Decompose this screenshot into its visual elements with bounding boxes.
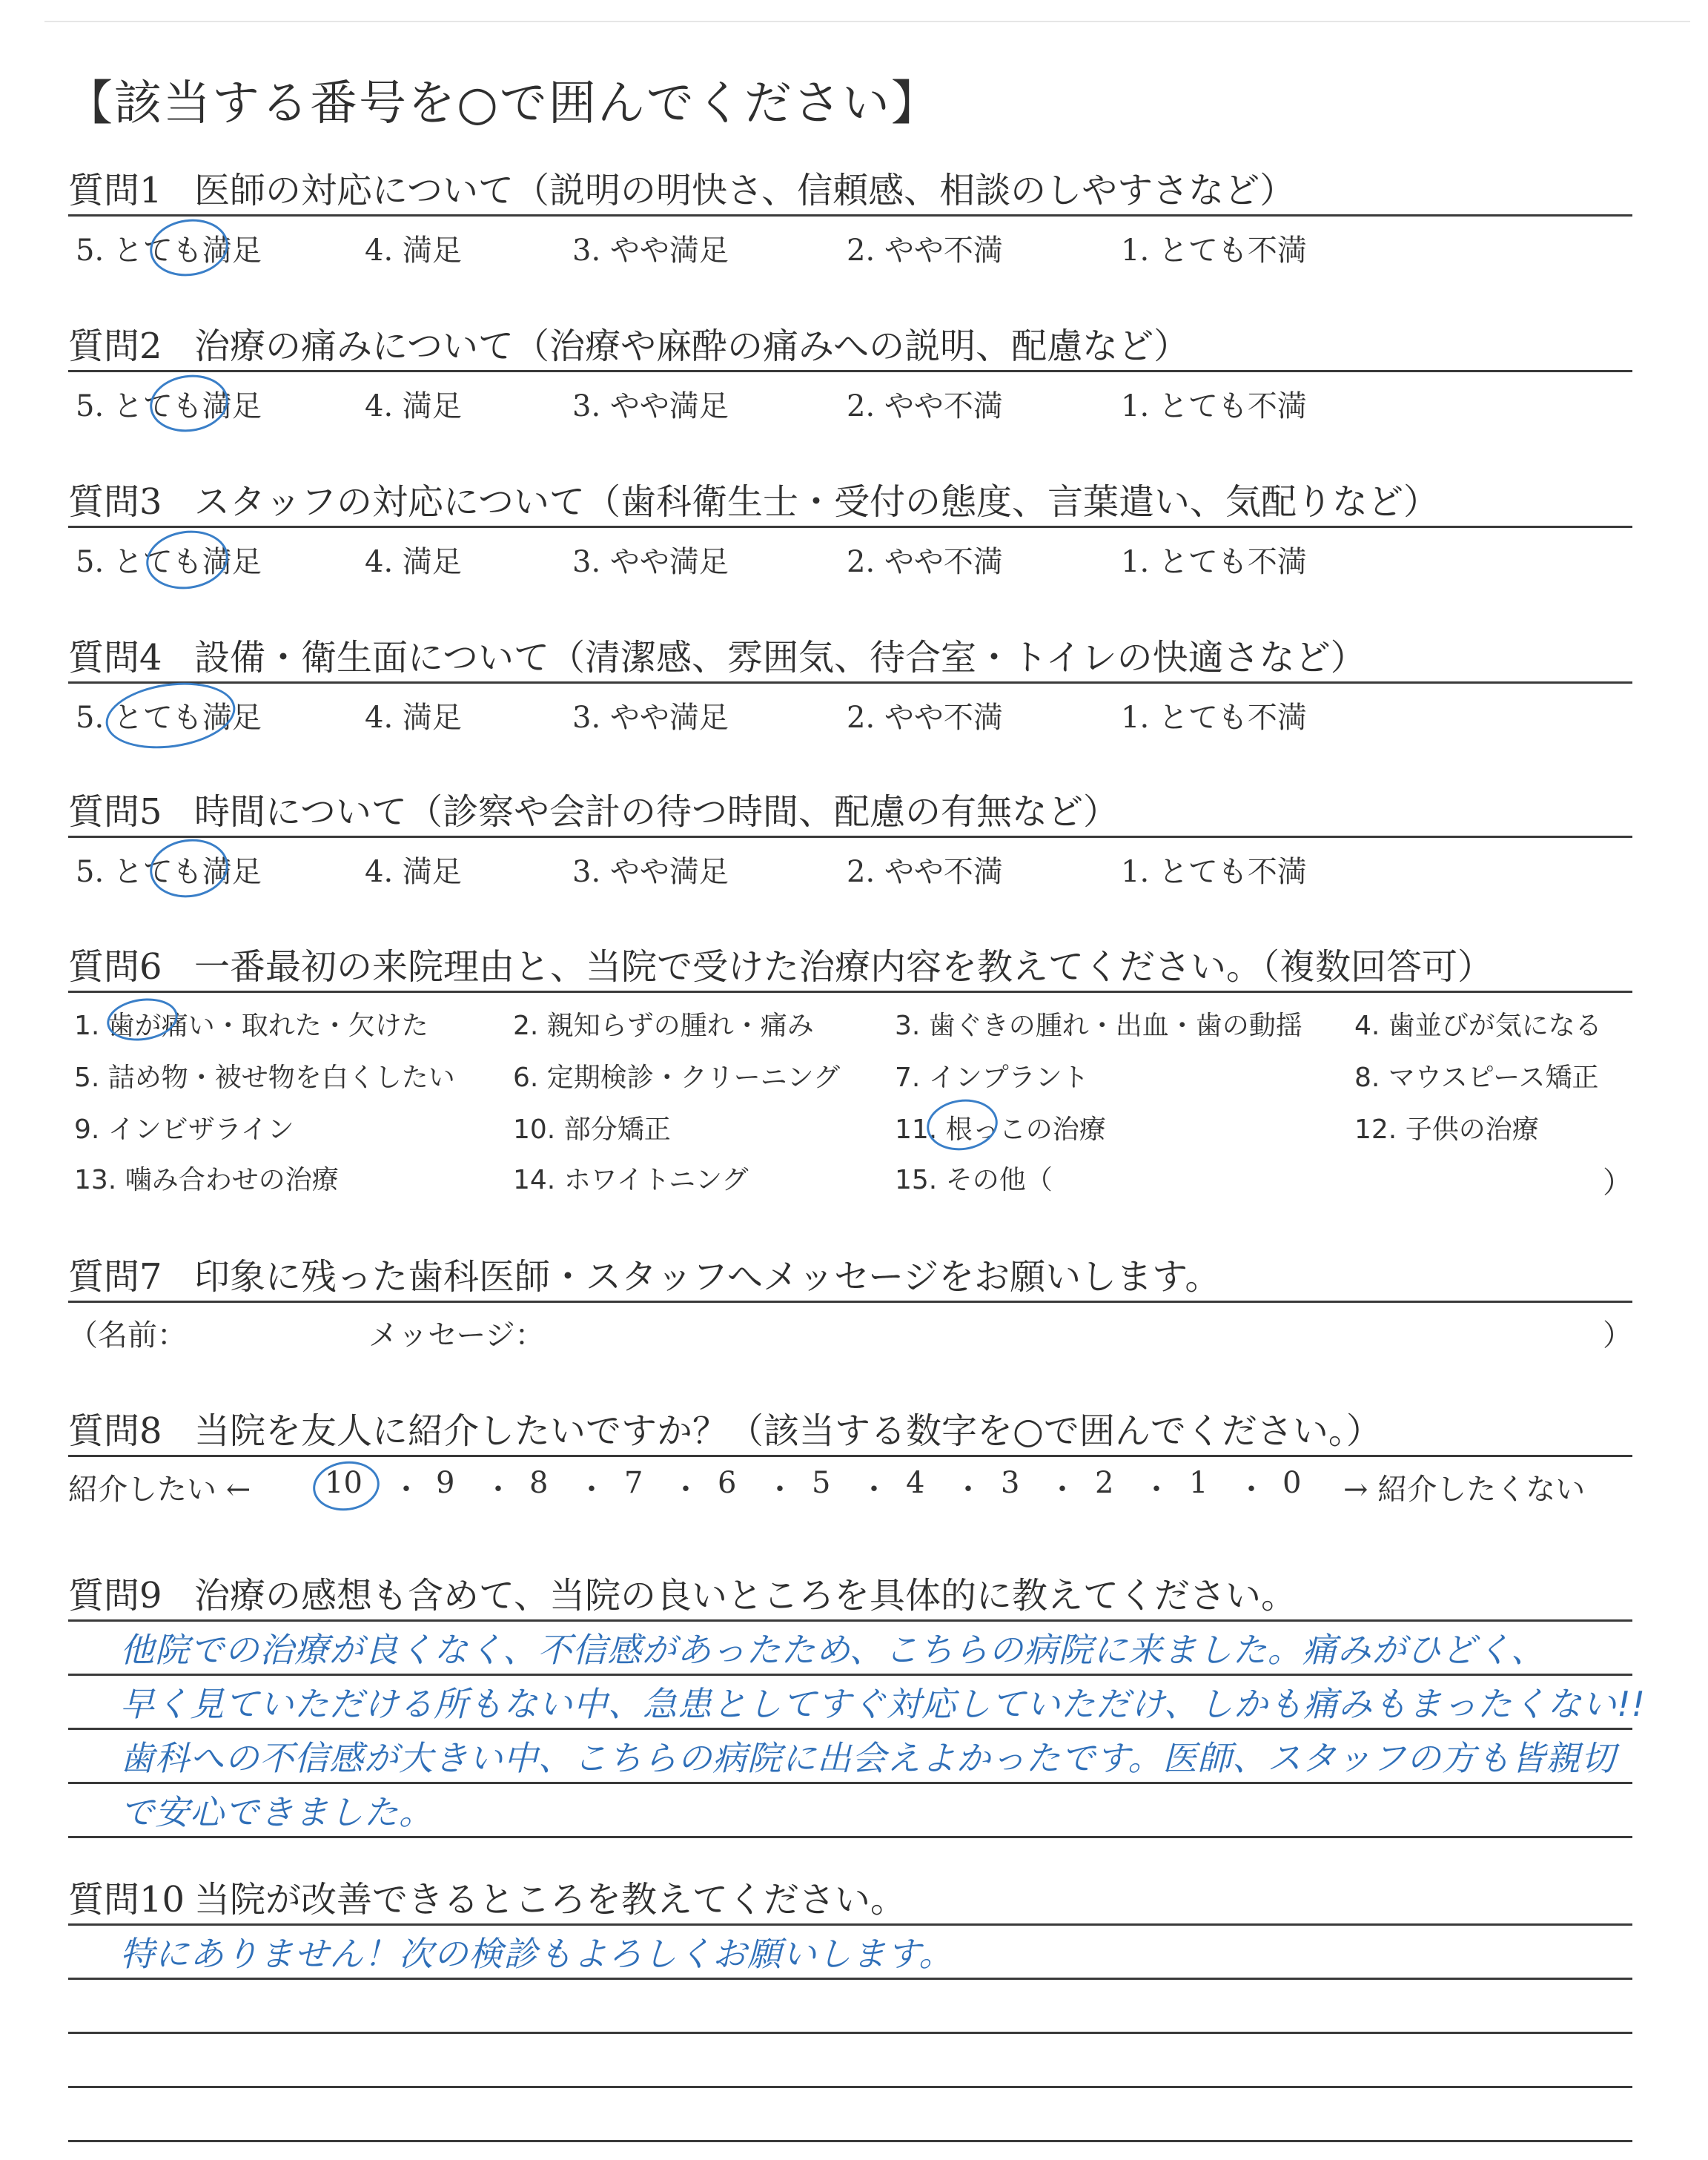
question-number: 質問4 [68, 637, 162, 678]
treatment-options [68, 1005, 1632, 1212]
option-somewhat-satisfied[interactable]: 3. やや満足 [572, 234, 729, 268]
recommend-scale [68, 1466, 1632, 1510]
option-somewhat-satisfied[interactable]: 3. やや満足 [572, 701, 729, 735]
underline [68, 991, 1632, 993]
selection-circle-mark [146, 834, 232, 902]
question-number: 質問2 [68, 326, 162, 367]
question-2 [68, 323, 1632, 427]
message-label: メッセージ： [368, 1318, 545, 1353]
underline [68, 370, 1632, 372]
option-somewhat-dissatisfied[interactable]: 2. やや不満 [847, 701, 1003, 735]
close-paren: ） [1603, 1318, 1632, 1353]
scale-value-7[interactable]: 7 [624, 1466, 643, 1500]
option-somewhat-dissatisfied[interactable]: 2. やや不満 [847, 234, 1003, 268]
option-very-dissatisfied[interactable]: 1. とても不満 [1121, 234, 1307, 268]
option-very-dissatisfied[interactable]: 1. とても不満 [1121, 545, 1307, 579]
question-number: 質問6 [68, 946, 162, 988]
question-10 [68, 1876, 1632, 2142]
answer-line [68, 1980, 1632, 2034]
scale-left-label: 紹介したい ← [68, 1473, 251, 1507]
scale-value-10[interactable]: 10 [325, 1466, 363, 1500]
option-very-dissatisfied[interactable]: 1. とても不満 [1121, 701, 1307, 735]
question-1 [68, 167, 1632, 271]
answer-area[interactable] [68, 1622, 1646, 1838]
selection-circle-mark [146, 214, 232, 281]
treatment-option[interactable]: 4. 歯並びが気になる [1354, 1011, 1602, 1041]
answer-line [68, 1730, 1632, 1784]
scale-separator: ・ [483, 1473, 513, 1507]
option-satisfied[interactable]: 4. 満足 [365, 855, 462, 889]
scale-separator: ・ [765, 1473, 795, 1507]
treatment-option[interactable]: 9. インビザライン [74, 1114, 294, 1145]
question-6 [68, 943, 1632, 1212]
selection-circle-mark [146, 370, 232, 437]
answer-area[interactable] [68, 1926, 1632, 2142]
question-number: 質問7 [68, 1256, 162, 1298]
question-text: 医師の対応について（説明の明快さ、信頼感、相談のしやすさなど） [194, 170, 1296, 211]
selection-circle-mark [310, 1457, 383, 1515]
question-number: 質問5 [68, 791, 162, 833]
option-somewhat-dissatisfied[interactable]: 2. やや不満 [847, 855, 1003, 889]
option-somewhat-dissatisfied[interactable]: 2. やや不満 [847, 545, 1003, 579]
question-text: 時間について（診察や会計の待つ時間、配慮の有無など） [194, 791, 1119, 833]
question-number: 質問1 [68, 170, 162, 211]
answer-line [68, 2088, 1632, 2142]
treatment-option[interactable]: 1. 歯が痛い・取れた・欠けた [74, 1011, 428, 1041]
question-text: 当院を友人に紹介したいですか？（該当する数字を○で囲んでください。） [194, 1410, 1382, 1452]
treatment-option[interactable]: 7. インプラント [895, 1063, 1089, 1093]
scale-value-9[interactable]: 9 [436, 1466, 455, 1500]
question-text: 治療の痛みについて（治療や麻酔の痛みへの説明、配慮など） [194, 326, 1190, 367]
rating-options [68, 383, 1632, 427]
handwritten-answer: 他院での治療が良くなく、不信感があったため、こちらの病院に来ました。痛みがひどく、 [120, 1630, 1546, 1670]
treatment-option-other[interactable]: 15. その他（ [895, 1165, 1053, 1195]
handwritten-answer: 早く見ていただける所もない中、急患としてすぐ対応していただけ、しかも痛みもまったくない!! [120, 1684, 1646, 1724]
underline [68, 1455, 1632, 1457]
scale-separator: ・ [859, 1473, 889, 1507]
question-3 [68, 478, 1632, 583]
question-4 [68, 634, 1632, 739]
question-7 [68, 1253, 1632, 1356]
option-somewhat-dissatisfied[interactable]: 2. やや不満 [847, 389, 1003, 423]
option-very-dissatisfied[interactable]: 1. とても不満 [1121, 389, 1307, 423]
question-number: 質問3 [68, 481, 162, 523]
form-title: 【該当する番号を○で囲んでください】 [65, 76, 940, 131]
question-8 [68, 1407, 1632, 1510]
option-somewhat-satisfied[interactable]: 3. やや満足 [572, 545, 729, 579]
scale-separator: ・ [671, 1473, 701, 1507]
rating-options [68, 227, 1632, 271]
question-text: 一番最初の来院理由と、当院で受けた治療内容を教えてください。（複数回答可） [194, 946, 1494, 988]
scale-value-8[interactable]: 8 [529, 1466, 549, 1500]
question-number: 質問10 [68, 1879, 185, 1920]
treatment-option[interactable]: 2. 親知らずの腫れ・痛み [513, 1011, 814, 1041]
rating-options [68, 538, 1632, 583]
option-very-satisfied[interactable]: 5. とても満足 [76, 234, 262, 268]
top-edge-line [44, 21, 1690, 22]
option-very-dissatisfied[interactable]: 1. とても不満 [1121, 855, 1307, 889]
selection-circle-mark [102, 675, 239, 756]
treatment-option[interactable]: 12. 子供の治療 [1354, 1114, 1539, 1145]
answer-line [68, 1784, 1632, 1838]
scale-separator: ・ [1047, 1473, 1077, 1507]
scale-value-0[interactable]: 0 [1282, 1466, 1302, 1500]
option-satisfied[interactable]: 4. 満足 [365, 545, 462, 579]
underline [68, 214, 1632, 217]
rating-options [68, 848, 1632, 893]
underline [68, 526, 1632, 528]
treatment-option[interactable]: 6. 定期検診・クリーニング [513, 1063, 841, 1093]
handwritten-answer: で安心できました。 [120, 1792, 434, 1832]
selection-circle-mark [142, 526, 232, 595]
question-text: 設備・衛生面について（清潔感、雰囲気、待合室・トイレの快適さなど） [194, 637, 1366, 678]
question-text: スタッフの対応について（歯科衛生士・受付の態度、言葉遣い、気配りなど） [194, 481, 1440, 523]
option-somewhat-satisfied[interactable]: 3. やや満足 [572, 389, 729, 423]
scale-separator: ・ [953, 1473, 983, 1507]
scale-value-5[interactable]: 5 [812, 1466, 831, 1500]
treatment-option[interactable]: 10. 部分矯正 [513, 1114, 671, 1145]
scale-value-3[interactable]: 3 [1001, 1466, 1020, 1500]
question-text: 治療の感想も含めて、当院の良いところを具体的に教えてください。 [194, 1575, 1297, 1616]
question-text: 印象に残った歯科医師・スタッフへメッセージをお願いします。 [194, 1256, 1221, 1298]
option-somewhat-satisfied[interactable]: 3. やや満足 [572, 855, 729, 889]
answer-line [68, 1622, 1632, 1676]
question-9 [68, 1572, 1646, 1838]
option-satisfied[interactable]: 4. 満足 [365, 234, 462, 268]
option-very-satisfied[interactable]: 5. とても満足 [76, 389, 262, 423]
option-very-satisfied[interactable]: 5. とても満足 [76, 855, 262, 889]
underline [68, 836, 1632, 838]
question-5 [68, 788, 1632, 893]
treatment-option[interactable]: 11. 根っこの治療 [895, 1114, 1106, 1145]
close-paren: ） [1603, 1166, 1632, 1200]
scale-value-2[interactable]: 2 [1095, 1466, 1114, 1500]
scale-value-6[interactable]: 6 [718, 1466, 737, 1500]
scale-separator: ・ [1237, 1473, 1266, 1507]
option-very-satisfied[interactable]: 5. とても満足 [76, 545, 262, 579]
question-text: 当院が改善できるところを教えてください。 [194, 1879, 907, 1920]
underline [68, 1301, 1632, 1303]
answer-line [68, 1676, 1646, 1730]
answer-line [68, 1926, 1632, 1980]
underline [68, 681, 1632, 684]
question-number: 質問8 [68, 1410, 162, 1452]
option-satisfied[interactable]: 4. 満足 [365, 389, 462, 423]
treatment-option[interactable]: 13. 噛み合わせの治療 [74, 1165, 339, 1195]
treatment-option[interactable]: 3. 歯ぐきの腫れ・出血・歯の動揺 [895, 1011, 1302, 1041]
scale-separator: ・ [577, 1473, 606, 1507]
scale-separator: ・ [391, 1473, 421, 1507]
treatment-option[interactable]: 8. マウスピース矯正 [1354, 1063, 1599, 1093]
rating-options [68, 694, 1632, 739]
name-label: （名前： [68, 1318, 187, 1353]
question-number: 質問9 [68, 1575, 162, 1616]
answer-line [68, 2034, 1632, 2088]
treatment-option[interactable]: 5. 詰め物・被せ物を白くしたい [74, 1063, 455, 1093]
message-fields [68, 1312, 1632, 1356]
treatment-option[interactable]: 14. ホワイトニング [513, 1165, 749, 1195]
scale-value-1[interactable]: 1 [1189, 1466, 1208, 1500]
scale-value-4[interactable]: 4 [906, 1466, 925, 1500]
option-satisfied[interactable]: 4. 満足 [365, 701, 462, 735]
option-very-satisfied[interactable]: 5. とても満足 [76, 701, 262, 735]
handwritten-answer: 歯科への不信感が大きい中、こちらの病院に出会えよかったです。医師、スタッフの方も皆親切 [120, 1738, 1616, 1778]
scale-right-label: → 紹介したくない [1343, 1473, 1586, 1507]
scale-separator: ・ [1142, 1473, 1171, 1507]
handwritten-answer: 特にありません！次の検診もよろしくお願いします。 [120, 1934, 954, 1974]
